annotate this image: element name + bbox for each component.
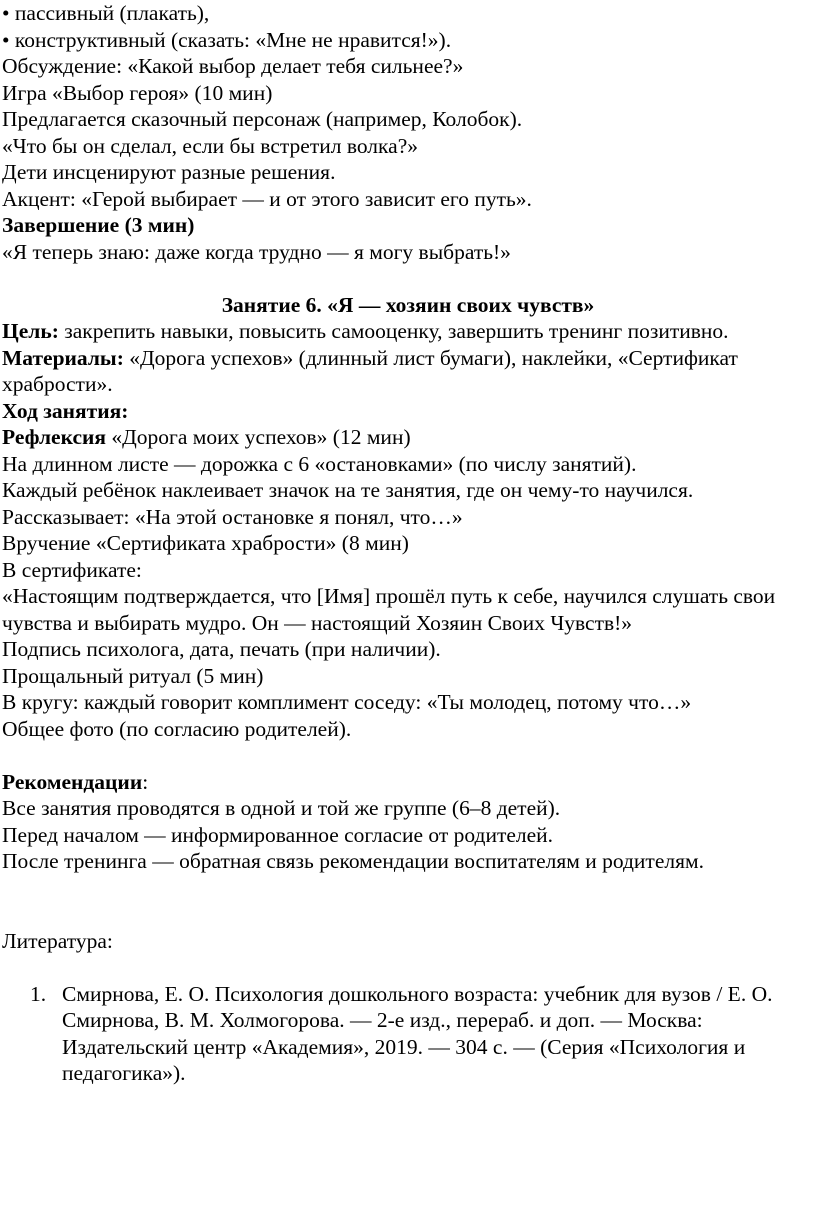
text-line: Дети инсценируют разные решения. — [2, 160, 336, 184]
lesson-title: Занятие 6. «Я — хозяин своих чувств» — [221, 292, 595, 317]
certificate-quote: «Настоящим подтверждается, что [Имя] прошёл путь к себе, научился слушать свои чувства и выбирать мудро. Он — настоящий Хозяин Своих Чувств!» — [2, 584, 776, 635]
text-line: «Что бы он сделал, если бы встретил волка?» — [2, 133, 418, 158]
materials-label: Материалы: — [2, 345, 124, 370]
literature-item-text: Смирнова, Е. О. Психология дошкольного возраста: учебник для вузов / Е. О. Смирнова, В. М. Холмогорова. — 2-е изд., перераб. и доп. — Москва: Издательский центр «Академия», 2019. — 304 с. — (Серия «Психология и педагогика»). — [62, 981, 773, 1085]
finish-heading: Завершение (3 мин) — [2, 213, 195, 237]
text-line: Игра «Выбор героя» (10 мин) — [2, 80, 273, 105]
goal-label: Цель: — [2, 319, 59, 343]
recommendation-line: Перед началом — информированное согласие от родителей. — [2, 822, 554, 847]
reflection-text: «Дорога моих успехов» (12 мин) — [106, 425, 411, 449]
text-line: • пассивный (плакать), — [2, 1, 210, 25]
text-line: На длинном листе — дорожка с 6 «остановками» (по числу занятий). — [2, 451, 637, 476]
text-line: В кругу: каждый говорит комплимент соседу: «Ты молодец, потому что…» — [2, 690, 692, 714]
spacer — [2, 265, 814, 292]
text-line: Общее фото (по согласию родителей). — [2, 716, 352, 741]
materials-text: «Дорога успехов» (длинный лист бумаги), наклейки, «Сертификат храбрости». — [2, 345, 738, 396]
recommendation-line: Все занятия проводятся в одной и той же группе (6–8 детей). — [2, 796, 561, 820]
literature-heading: Литература: — [2, 928, 113, 953]
literature-item — [2, 981, 806, 1087]
spacer — [2, 954, 814, 981]
document-page — [2, 0, 814, 1087]
goal-text: закрепить навыки, повысить самооценку, завершить тренинг позитивно. — [58, 319, 729, 343]
text-line: Рассказывает: «На этой остановке я понял, что…» — [2, 504, 463, 529]
text-line: Акцент: «Герой выбирает — и от этого зависит его путь». — [2, 186, 532, 211]
recommendations-heading: Рекомендации — [2, 769, 143, 794]
text-line: Вручение «Сертификата храбрости» (8 мин) — [2, 531, 409, 555]
spacer — [2, 742, 814, 769]
reflection-line — [2, 424, 814, 451]
recommendations-colon: : — [142, 769, 149, 794]
literature-list — [2, 981, 814, 1087]
finish-text: «Я теперь знаю: даже когда трудно — я могу выбрать!» — [2, 239, 511, 264]
text-line: Каждый ребёнок наклеивает значок на те занятия, где он чему-то научился. — [2, 478, 694, 502]
recommendation-line: После тренинга — обратная связь рекомендации воспитателям и родителям. — [2, 849, 704, 873]
text-line: В сертификате: — [2, 557, 142, 582]
literature-item-number: 1. — [30, 981, 47, 1006]
spacer — [2, 901, 814, 928]
recommendations-heading-line — [2, 769, 814, 796]
text-line: Предлагается сказочный персонаж (например, Колобок). — [2, 107, 523, 131]
text-line: Обсуждение: «Какой выбор делает тебя сильнее?» — [2, 54, 464, 78]
text-line: • конструктивный (сказать: «Мне не нравится!»). — [2, 27, 452, 52]
materials-paragraph — [2, 345, 814, 398]
goal-paragraph — [2, 318, 814, 345]
text-line: Прощальный ритуал (5 мин) — [2, 663, 264, 688]
reflection-label: Рефлексия — [2, 425, 107, 449]
process-heading: Ход занятия: — [2, 398, 129, 423]
spacer — [2, 875, 814, 902]
text-line: Подпись психолога, дата, печать (при наличии). — [2, 637, 441, 661]
